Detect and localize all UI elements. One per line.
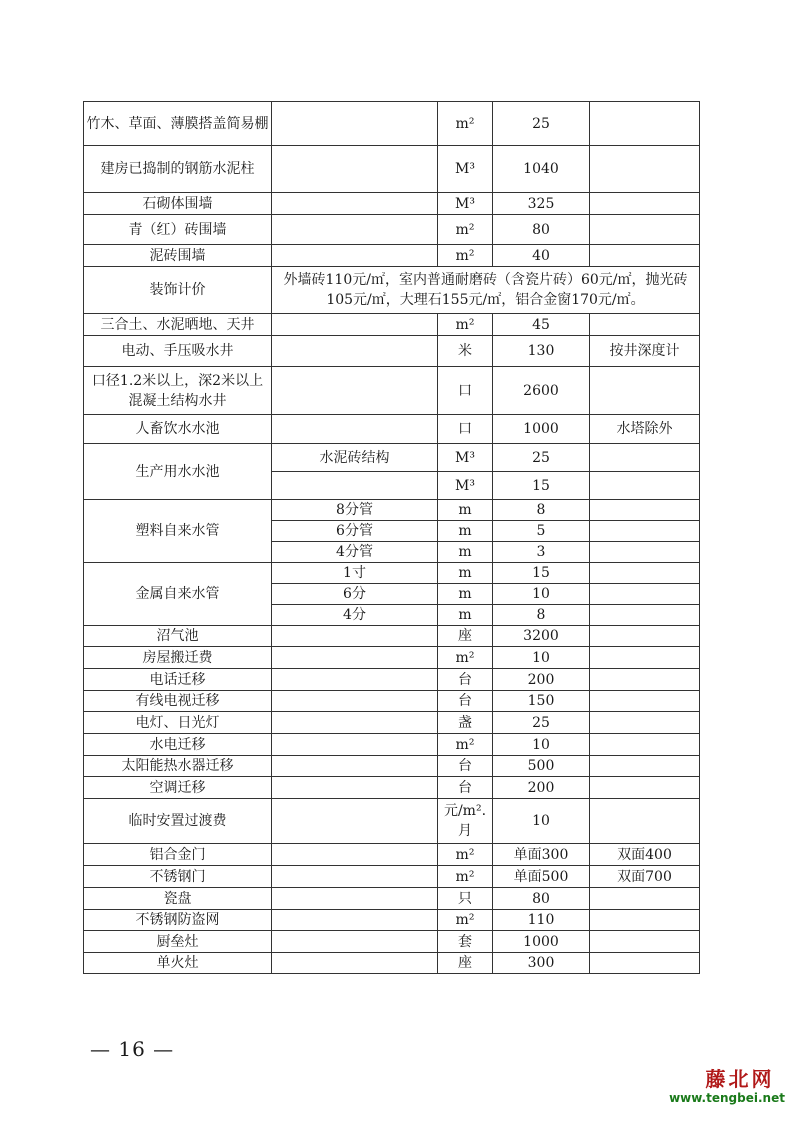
- watermark-logo: 藤北网: [705, 1067, 775, 1091]
- item-name-cell: 装饰计价: [84, 267, 272, 314]
- table-row: [84, 953, 700, 974]
- unit-cell: 口: [438, 367, 493, 415]
- unit-cell: 只: [438, 888, 493, 910]
- table-row: [84, 500, 700, 521]
- table-row: [84, 336, 700, 367]
- price-cell: 8: [493, 500, 590, 521]
- item-name-cell: 不锈钢门: [84, 866, 272, 888]
- spec-cell: [272, 415, 438, 444]
- unit-cell: m²: [438, 314, 493, 336]
- note-cell: [590, 472, 700, 500]
- price-cell: 15: [493, 472, 590, 500]
- spec-cell: 6分管: [272, 521, 438, 542]
- spec-cell: 4分管: [272, 542, 438, 563]
- note-cell: [590, 669, 700, 691]
- spec-cell: [272, 193, 438, 215]
- price-cell: 10: [493, 647, 590, 669]
- item-name-cell: 铝合金门: [84, 844, 272, 866]
- note-cell: [590, 444, 700, 472]
- item-name-cell: 房屋搬迁费: [84, 647, 272, 669]
- table-row: [84, 799, 700, 844]
- price-cell: 130: [493, 336, 590, 367]
- price-cell: 40: [493, 245, 590, 267]
- table-row: [84, 691, 700, 712]
- unit-cell: m²: [438, 647, 493, 669]
- unit-cell: M³: [438, 444, 493, 472]
- unit-cell: 盏: [438, 712, 493, 734]
- item-name-cell: 口径1.2米以上，深2米以上混凝土结构水井: [84, 367, 272, 415]
- price-cell: 325: [493, 193, 590, 215]
- spec-cell: 4分: [272, 605, 438, 626]
- price-cell: 110: [493, 910, 590, 931]
- table-row: [84, 193, 700, 215]
- unit-cell: m²: [438, 910, 493, 931]
- spec-cell: [272, 756, 438, 777]
- item-name-cell: 青（红）砖围墙: [84, 215, 272, 245]
- price-cell: 25: [493, 444, 590, 472]
- price-cell: 10: [493, 584, 590, 605]
- item-name-cell: 厨垒灶: [84, 931, 272, 953]
- table-row: [84, 415, 700, 444]
- unit-cell: 座: [438, 953, 493, 974]
- table-row: [84, 563, 700, 584]
- note-cell: [590, 931, 700, 953]
- note-cell: [590, 799, 700, 844]
- spec-cell: [272, 336, 438, 367]
- table-row: [84, 712, 700, 734]
- spec-cell: [272, 888, 438, 910]
- table-row: [84, 756, 700, 777]
- item-name-cell: 不锈钢防盗网: [84, 910, 272, 931]
- note-cell: [590, 542, 700, 563]
- item-name-cell: 建房已捣制的钢筋水泥柱: [84, 146, 272, 193]
- item-name-cell: 有线电视迁移: [84, 691, 272, 712]
- unit-cell: m: [438, 500, 493, 521]
- table-row: [84, 146, 700, 193]
- note-cell: [590, 314, 700, 336]
- price-cell: 2600: [493, 367, 590, 415]
- item-name-cell: 石砌体围墙: [84, 193, 272, 215]
- item-name-cell: 单火灶: [84, 953, 272, 974]
- item-name-cell: 电话迁移: [84, 669, 272, 691]
- description-cell: 外墙砖110元/㎡，室内普通耐磨砖（含瓷片砖）60元/㎡，抛光砖105元/㎡，大理石155元/㎡，铝合金窗170元/㎡。: [272, 267, 700, 314]
- note-cell: [590, 500, 700, 521]
- item-name-cell: 竹木、草面、薄膜搭盖简易棚: [84, 102, 272, 146]
- table-row: [84, 669, 700, 691]
- spec-cell: [272, 647, 438, 669]
- table-row: [84, 626, 700, 647]
- spec-cell: [272, 712, 438, 734]
- note-cell: [590, 691, 700, 712]
- spec-cell: [272, 669, 438, 691]
- spec-cell: [272, 472, 438, 500]
- table-row: [84, 215, 700, 245]
- table-row: [84, 888, 700, 910]
- unit-cell: 台: [438, 777, 493, 799]
- spec-cell: [272, 215, 438, 245]
- table-row: [84, 910, 700, 931]
- table-row: [84, 647, 700, 669]
- spec-cell: [272, 314, 438, 336]
- unit-cell: M³: [438, 146, 493, 193]
- table-row: [84, 367, 700, 415]
- note-cell: [590, 734, 700, 756]
- note-cell: [590, 777, 700, 799]
- item-name-cell: 电动、手压吸水井: [84, 336, 272, 367]
- spec-cell: [272, 367, 438, 415]
- price-cell: 1000: [493, 415, 590, 444]
- table-row: [84, 734, 700, 756]
- item-name-cell: 电灯、日光灯: [84, 712, 272, 734]
- item-name-cell: 生产用水水池: [84, 444, 272, 500]
- price-cell: 200: [493, 777, 590, 799]
- table-row: [84, 102, 700, 146]
- price-cell: 25: [493, 102, 590, 146]
- unit-cell: 台: [438, 756, 493, 777]
- unit-cell: m²: [438, 866, 493, 888]
- note-cell: [590, 215, 700, 245]
- item-name-cell: 空调迁移: [84, 777, 272, 799]
- item-name-cell: 人畜饮水水池: [84, 415, 272, 444]
- item-name-cell: 泥砖围墙: [84, 245, 272, 267]
- note-cell: 水塔除外: [590, 415, 700, 444]
- note-cell: [590, 626, 700, 647]
- spec-cell: [272, 102, 438, 146]
- note-cell: [590, 605, 700, 626]
- table-row: [84, 444, 700, 472]
- spec-cell: 1寸: [272, 563, 438, 584]
- unit-cell: M³: [438, 472, 493, 500]
- watermark-url: www.tengbei.net: [669, 1091, 785, 1105]
- note-cell: [590, 193, 700, 215]
- note-cell: [590, 647, 700, 669]
- price-cell: 3200: [493, 626, 590, 647]
- price-cell: 8: [493, 605, 590, 626]
- unit-cell: m: [438, 584, 493, 605]
- spec-cell: [272, 799, 438, 844]
- item-name-cell: 金属自来水管: [84, 563, 272, 626]
- spec-cell: [272, 777, 438, 799]
- spec-cell: [272, 844, 438, 866]
- note-cell: [590, 712, 700, 734]
- unit-cell: m²: [438, 245, 493, 267]
- spec-cell: [272, 146, 438, 193]
- unit-cell: m: [438, 563, 493, 584]
- item-name-cell: 塑料自来水管: [84, 500, 272, 563]
- price-cell: 80: [493, 215, 590, 245]
- page-number: — 16 —: [90, 1037, 175, 1061]
- note-cell: [590, 888, 700, 910]
- spec-cell: [272, 245, 438, 267]
- table-row: [84, 314, 700, 336]
- unit-cell: m²: [438, 844, 493, 866]
- unit-cell: 米: [438, 336, 493, 367]
- price-cell: 1040: [493, 146, 590, 193]
- item-name-cell: 三合土、水泥晒地、天井: [84, 314, 272, 336]
- table-row: [84, 267, 700, 314]
- price-cell: 单面300: [493, 844, 590, 866]
- note-cell: [590, 953, 700, 974]
- note-cell: [590, 563, 700, 584]
- price-cell: 3: [493, 542, 590, 563]
- unit-cell: m: [438, 605, 493, 626]
- note-cell: 双面700: [590, 866, 700, 888]
- unit-cell: 座: [438, 626, 493, 647]
- unit-cell: 台: [438, 691, 493, 712]
- unit-cell: m²: [438, 734, 493, 756]
- item-name-cell: 临时安置过渡费: [84, 799, 272, 844]
- table-row: [84, 931, 700, 953]
- spec-cell: [272, 691, 438, 712]
- price-cell: 25: [493, 712, 590, 734]
- unit-cell: m: [438, 542, 493, 563]
- note-cell: [590, 245, 700, 267]
- spec-cell: 8分管: [272, 500, 438, 521]
- spec-cell: [272, 931, 438, 953]
- item-name-cell: 沼气池: [84, 626, 272, 647]
- price-cell: 300: [493, 953, 590, 974]
- unit-cell: m²: [438, 215, 493, 245]
- price-cell: 45: [493, 314, 590, 336]
- note-cell: [590, 102, 700, 146]
- note-cell: 双面400: [590, 844, 700, 866]
- note-cell: [590, 521, 700, 542]
- price-cell: 80: [493, 888, 590, 910]
- unit-cell: 元/m².月: [438, 799, 493, 844]
- price-cell: 5: [493, 521, 590, 542]
- spec-cell: [272, 866, 438, 888]
- table-row: [84, 844, 700, 866]
- table-row: [84, 245, 700, 267]
- table-row: [84, 866, 700, 888]
- price-cell: 150: [493, 691, 590, 712]
- compensation-price-table: [83, 101, 700, 974]
- unit-cell: 口: [438, 415, 493, 444]
- price-cell: 10: [493, 799, 590, 844]
- table-body: [84, 102, 700, 974]
- note-cell: [590, 756, 700, 777]
- unit-cell: m²: [438, 102, 493, 146]
- price-cell: 500: [493, 756, 590, 777]
- table-row: [84, 777, 700, 799]
- note-cell: [590, 367, 700, 415]
- note-cell: 按井深度计: [590, 336, 700, 367]
- spec-cell: 6分: [272, 584, 438, 605]
- note-cell: [590, 146, 700, 193]
- spec-cell: [272, 953, 438, 974]
- unit-cell: M³: [438, 193, 493, 215]
- price-cell: 1000: [493, 931, 590, 953]
- item-name-cell: 水电迁移: [84, 734, 272, 756]
- item-name-cell: 瓷盘: [84, 888, 272, 910]
- spec-cell: [272, 734, 438, 756]
- spec-cell: 水泥砖结构: [272, 444, 438, 472]
- price-cell: 15: [493, 563, 590, 584]
- note-cell: [590, 910, 700, 931]
- spec-cell: [272, 910, 438, 931]
- price-cell: 单面500: [493, 866, 590, 888]
- spec-cell: [272, 626, 438, 647]
- price-cell: 10: [493, 734, 590, 756]
- unit-cell: m: [438, 521, 493, 542]
- unit-cell: 套: [438, 931, 493, 953]
- item-name-cell: 太阳能热水器迁移: [84, 756, 272, 777]
- note-cell: [590, 584, 700, 605]
- unit-cell: 台: [438, 669, 493, 691]
- price-cell: 200: [493, 669, 590, 691]
